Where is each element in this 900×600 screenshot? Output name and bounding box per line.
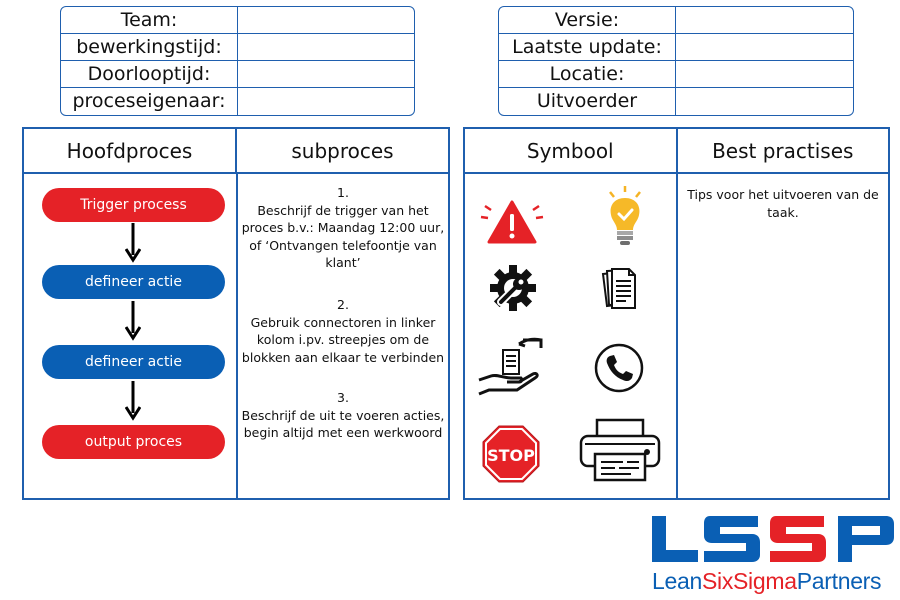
info-row-team: [61, 7, 414, 34]
process-panel: [22, 127, 450, 500]
sub-step-2: [238, 296, 448, 366]
flow-step-label: defineer actie: [85, 274, 182, 290]
info-value-doorlooptijd[interactable]: [238, 61, 414, 87]
flow-step-label: defineer actie: [85, 354, 182, 370]
logo-subtitle-lean: Lean: [652, 568, 702, 594]
hoofdproces-column: [24, 174, 238, 498]
info-value-proceseigenaar[interactable]: [238, 88, 414, 115]
header-symbool: Symbool: [465, 129, 678, 172]
printer-icon: [577, 418, 663, 482]
info-label-proceseigenaar: proceseigenaar:: [61, 88, 238, 115]
tips-text: Tips voor het uitvoeren van de taak.: [687, 187, 879, 220]
info-value-locatie[interactable]: [676, 61, 853, 87]
symbol-column: [465, 174, 678, 498]
header-best-practises: Best practises: [712, 138, 854, 163]
flow-step-label: output proces: [84, 434, 183, 450]
documents-icon: [597, 266, 641, 312]
info-value-team[interactable]: [238, 7, 414, 33]
symbol-panel: [463, 127, 890, 500]
info-row-versie: [499, 7, 853, 34]
gear-wrench-icon: [487, 262, 539, 314]
arrow-down-icon: [125, 381, 141, 421]
sub-step-3: [238, 389, 448, 442]
info-label-laatste-update: Laatste update:: [499, 34, 676, 60]
flow-step-label: Trigger process: [80, 197, 187, 213]
stop-sign-icon: [481, 424, 541, 484]
sub-step-1: [238, 184, 448, 272]
info-label-locatie: Locatie:: [499, 61, 676, 87]
flow-step-action-2[interactable]: [42, 345, 225, 379]
logo-subtitle: [652, 568, 881, 595]
flow-step-output[interactable]: [42, 425, 225, 459]
sub-step-text: Gebruik connectoren in linker kolom i.pv. streepjes om de blokken aan elkaar te verbinden: [241, 314, 445, 365]
info-value-bewerkingstijd[interactable]: [238, 34, 414, 60]
logo-subtitle-partners: Partners: [796, 568, 882, 594]
phone-icon: [593, 342, 645, 394]
sub-step-number: 1.: [337, 185, 349, 200]
info-label-bewerkingstijd: bewerkingstijd:: [61, 34, 238, 60]
header-subproces: subproces: [291, 138, 394, 163]
info-row-doorlooptijd: [61, 61, 414, 88]
best-practises-column: [678, 174, 888, 498]
info-row-proceseigenaar: [61, 88, 414, 115]
info-label-team: Team:: [61, 7, 238, 33]
info-row-bewerkingstijd: [61, 34, 414, 61]
info-row-laatste-update: [499, 34, 853, 61]
arrow-down-icon: [125, 301, 141, 341]
info-label-doorlooptijd: Doorlooptijd:: [61, 61, 238, 87]
info-value-laatste-update[interactable]: [676, 34, 853, 60]
flow-step-trigger[interactable]: [42, 188, 225, 222]
arrow-down-icon: [125, 223, 141, 263]
info-label-uitvoerder: Uitvoerder: [499, 88, 676, 115]
lightbulb-icon: [603, 184, 647, 248]
hand-document-icon: [475, 336, 547, 396]
sub-step-number: 3.: [337, 390, 349, 405]
info-value-versie[interactable]: [676, 7, 853, 33]
sub-step-text: Beschrijf de trigger van het proces b.v.: Maandag 12:00 uur, of ‘Ontvangen telefoontje van klant’: [241, 202, 445, 270]
subproces-column: [238, 174, 448, 498]
process-panel-header: [24, 129, 448, 174]
sub-step-number: 2.: [337, 297, 349, 312]
symbol-panel-header: [465, 129, 888, 174]
info-table-right: [498, 6, 854, 116]
flow-step-action-1[interactable]: [42, 265, 225, 299]
warning-icon: [479, 196, 545, 246]
stop-label: STOP: [487, 446, 535, 465]
header-hoofdproces: Hoofdproces: [24, 129, 237, 172]
info-row-locatie: [499, 61, 853, 88]
info-table-left: [60, 6, 415, 116]
info-label-versie: Versie:: [499, 7, 676, 33]
sub-step-text: Beschrijf de uit te voeren acties, begin altijd met een werkwoord: [241, 407, 445, 440]
info-value-uitvoerder[interactable]: [676, 88, 853, 115]
logo-subtitle-sixsigma: SixSigma: [701, 568, 797, 594]
info-row-uitvoerder: [499, 88, 853, 115]
